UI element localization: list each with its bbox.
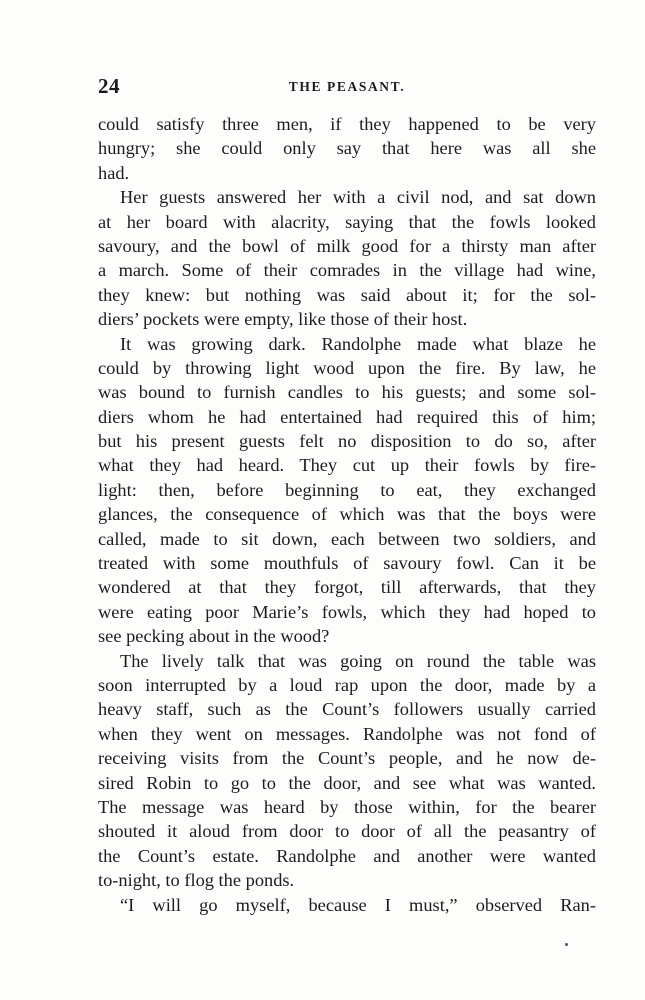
text-line: was bound to furnish candles to his guests; and some sol- [98, 382, 596, 403]
running-head [98, 74, 596, 98]
text-line: a march. Some of their comrades in the village had wine, [98, 260, 596, 281]
text-line: but his present guests felt no disposition to do so, after [98, 431, 596, 452]
text-line: could by throwing light wood upon the fire. By law, he [98, 357, 596, 378]
text-line: when they went on messages. Randolphe was not fond of [98, 723, 596, 744]
text-line: soon interrupted by a loud rap upon the door, made by a [98, 674, 596, 695]
paragraph [98, 893, 596, 917]
text-line: what they had heard. They cut up their fowls by fire- [98, 455, 596, 476]
text-line: diers whom he had entertained had required this of him; [98, 406, 596, 427]
text-line: savoury, and the bowl of milk good for a thirsty man after [98, 235, 596, 256]
text-line: called, made to sit down, each between two soldiers, and [98, 528, 596, 549]
text-line: The lively talk that was going on round the table was [120, 650, 596, 671]
text-line: sired Robin to go to the door, and see what was wanted. [98, 772, 596, 793]
text-line: The message was heard by those within, for the bearer [98, 796, 596, 817]
body-text [98, 112, 596, 917]
paragraph [98, 649, 596, 893]
text-line: hungry; she could only say that here was all she [98, 138, 596, 159]
text-line: could satisfy three men, if they happened to be very [98, 114, 596, 134]
text-line: It was growing dark. Randolphe made what blaze he [120, 333, 596, 354]
text-line: treated with some mouthfuls of savoury fowl. Can it be [98, 553, 596, 574]
page-number: 24 [98, 74, 120, 98]
paragraph [98, 332, 596, 649]
text-line: shouted it aloud from door to door of all the peasantry of [98, 821, 596, 842]
text-line: receiving visits from the Count’s people, and he now de- [98, 748, 596, 769]
text-line: heavy staff, such as the Count’s followers usually carried [98, 699, 596, 720]
text-line: had. [98, 162, 130, 183]
paragraph [98, 185, 596, 331]
text-line: the Count’s estate. Randolphe and another were wanted [98, 845, 596, 866]
text-line: light: then, before beginning to eat, they exchanged [98, 479, 596, 500]
print-speck [565, 943, 568, 946]
text-line: diers’ pockets were empty, like those of their host. [98, 309, 468, 330]
text-line: Her guests answered her with a civil nod, and sat down [120, 187, 596, 208]
text-line: see pecking about in the wood? [98, 626, 330, 647]
paragraph [98, 112, 596, 185]
running-title: THE PEASANT. [288, 79, 406, 94]
text-line: wondered at that they forgot, till afterwards, that they [98, 577, 596, 598]
text-line: to-night, to flog the ponds. [98, 870, 295, 891]
text-line: “I will go myself, because I must,” observed Ran- [120, 894, 596, 915]
text-line: at her board with alacrity, saying that the fowls looked [98, 211, 596, 232]
text-line: glances, the consequence of which was that the boys were [98, 504, 596, 525]
text-line: they knew: but nothing was said about it; for the sol- [98, 284, 596, 305]
text-line: were eating poor Marie’s fowls, which they had hoped to [98, 601, 596, 622]
